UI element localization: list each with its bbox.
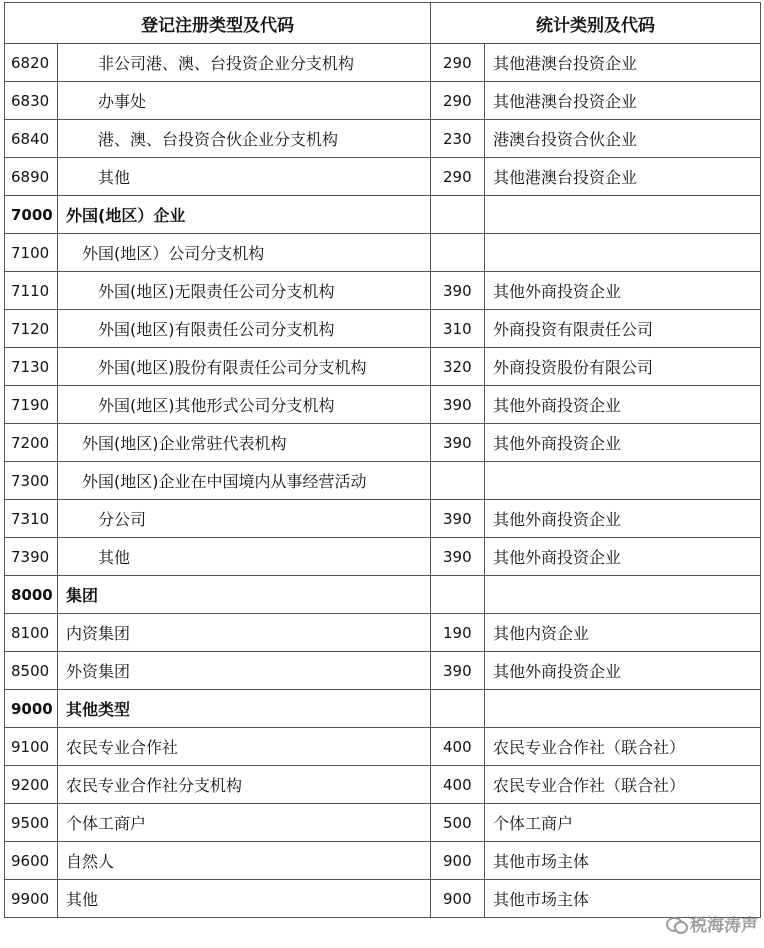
registration-code-cell: 8100 bbox=[5, 614, 58, 652]
statistics-code-cell bbox=[431, 462, 485, 500]
statistics-name-cell bbox=[485, 576, 761, 614]
statistics-code-cell: 390 bbox=[431, 652, 485, 690]
statistics-name-cell: 个体工商户 bbox=[485, 804, 761, 842]
table-row bbox=[5, 424, 761, 462]
registration-code-cell: 9500 bbox=[5, 804, 58, 842]
registration-name-cell: 外国(地区）公司分支机构 bbox=[58, 234, 431, 272]
statistics-name-cell: 其他市场主体 bbox=[485, 842, 761, 880]
statistics-code-cell: 390 bbox=[431, 500, 485, 538]
registration-name-cell: 办事处 bbox=[58, 82, 431, 120]
table-row bbox=[5, 766, 761, 804]
registration-name-cell: 外资集团 bbox=[58, 652, 431, 690]
header-registration-type: 登记注册类型及代码 bbox=[5, 3, 431, 44]
registration-name-cell: 自然人 bbox=[58, 842, 431, 880]
registration-code-cell: 7100 bbox=[5, 234, 58, 272]
registration-name-cell: 其他类型 bbox=[58, 690, 431, 728]
registration-code-cell: 7390 bbox=[5, 538, 58, 576]
table-row bbox=[5, 82, 761, 120]
statistics-code-cell bbox=[431, 576, 485, 614]
table-row bbox=[5, 652, 761, 690]
registration-code-cell: 6820 bbox=[5, 44, 58, 82]
statistics-name-cell: 其他市场主体 bbox=[485, 880, 761, 918]
statistics-name-cell: 其他外商投资企业 bbox=[485, 386, 761, 424]
registration-name-cell: 分公司 bbox=[58, 500, 431, 538]
statistics-name-cell: 港澳台投资合伙企业 bbox=[485, 120, 761, 158]
table-row bbox=[5, 614, 761, 652]
statistics-code-cell bbox=[431, 690, 485, 728]
registration-code-cell: 7310 bbox=[5, 500, 58, 538]
statistics-name-cell: 其他港澳台投资企业 bbox=[485, 158, 761, 196]
table-row bbox=[5, 386, 761, 424]
registration-name-cell: 其他 bbox=[58, 158, 431, 196]
statistics-name-cell: 农民专业合作社（联合社） bbox=[485, 728, 761, 766]
statistics-name-cell: 外商投资有限责任公司 bbox=[485, 310, 761, 348]
statistics-code-cell bbox=[431, 196, 485, 234]
registration-code-cell: 9200 bbox=[5, 766, 58, 804]
table-row bbox=[5, 310, 761, 348]
table-row bbox=[5, 690, 761, 728]
registration-code-cell: 8500 bbox=[5, 652, 58, 690]
statistics-name-cell: 其他港澳台投资企业 bbox=[485, 82, 761, 120]
statistics-name-cell bbox=[485, 196, 761, 234]
registration-name-cell: 外国(地区）企业 bbox=[58, 196, 431, 234]
registration-name-cell: 外国(地区)其他形式公司分支机构 bbox=[58, 386, 431, 424]
statistics-name-cell: 其他外商投资企业 bbox=[485, 538, 761, 576]
table-row bbox=[5, 842, 761, 880]
statistics-code-cell: 500 bbox=[431, 804, 485, 842]
registration-code-cell: 6830 bbox=[5, 82, 58, 120]
registration-name-cell: 其他 bbox=[58, 538, 431, 576]
table-row bbox=[5, 728, 761, 766]
registration-name-cell: 个体工商户 bbox=[58, 804, 431, 842]
statistics-name-cell: 农民专业合作社（联合社） bbox=[485, 766, 761, 804]
registration-name-cell: 外国(地区)股份有限责任公司分支机构 bbox=[58, 348, 431, 386]
registration-name-cell: 外国(地区)无限责任公司分支机构 bbox=[58, 272, 431, 310]
statistics-code-cell: 310 bbox=[431, 310, 485, 348]
registration-code-cell: 9900 bbox=[5, 880, 58, 918]
registration-code-cell: 7110 bbox=[5, 272, 58, 310]
statistics-code-cell: 320 bbox=[431, 348, 485, 386]
statistics-name-cell bbox=[485, 690, 761, 728]
registration-code-cell: 7000 bbox=[5, 196, 58, 234]
table-row bbox=[5, 538, 761, 576]
statistics-code-cell bbox=[431, 234, 485, 272]
registration-name-cell: 外国(地区)企业在中国境内从事经营活动 bbox=[58, 462, 431, 500]
watermark bbox=[666, 911, 758, 936]
table-row bbox=[5, 272, 761, 310]
statistics-code-cell: 390 bbox=[431, 386, 485, 424]
registration-name-cell: 外国(地区)有限责任公司分支机构 bbox=[58, 310, 431, 348]
statistics-name-cell: 其他外商投资企业 bbox=[485, 652, 761, 690]
statistics-code-cell: 400 bbox=[431, 766, 485, 804]
statistics-name-cell bbox=[485, 234, 761, 272]
registration-code-cell: 7300 bbox=[5, 462, 58, 500]
registration-name-cell: 农民专业合作社分支机构 bbox=[58, 766, 431, 804]
statistics-code-cell: 900 bbox=[431, 842, 485, 880]
registration-code-cell: 7200 bbox=[5, 424, 58, 462]
registration-name-cell: 其他 bbox=[58, 880, 431, 918]
statistics-code-cell: 290 bbox=[431, 44, 485, 82]
statistics-code-cell: 390 bbox=[431, 424, 485, 462]
table-row bbox=[5, 196, 761, 234]
statistics-code-cell: 900 bbox=[431, 880, 485, 918]
statistics-code-cell: 190 bbox=[431, 614, 485, 652]
registration-name-cell: 港、澳、台投资合伙企业分支机构 bbox=[58, 120, 431, 158]
registration-name-cell: 内资集团 bbox=[58, 614, 431, 652]
table-row bbox=[5, 234, 761, 272]
registration-code-cell: 9000 bbox=[5, 690, 58, 728]
table-row bbox=[5, 120, 761, 158]
registration-code-cell: 7120 bbox=[5, 310, 58, 348]
table-row bbox=[5, 500, 761, 538]
table-header-row bbox=[5, 3, 761, 44]
statistics-code-cell: 400 bbox=[431, 728, 485, 766]
registration-name-cell: 农民专业合作社 bbox=[58, 728, 431, 766]
registration-code-cell: 8000 bbox=[5, 576, 58, 614]
header-statistics-category: 统计类别及代码 bbox=[431, 3, 761, 44]
table-row bbox=[5, 880, 761, 918]
statistics-code-cell: 290 bbox=[431, 82, 485, 120]
table-row bbox=[5, 462, 761, 500]
table-row bbox=[5, 804, 761, 842]
registration-name-cell: 非公司港、澳、台投资企业分支机构 bbox=[58, 44, 431, 82]
statistics-code-cell: 390 bbox=[431, 272, 485, 310]
registration-code-cell: 7190 bbox=[5, 386, 58, 424]
registration-name-cell: 集团 bbox=[58, 576, 431, 614]
registration-code-cell: 6840 bbox=[5, 120, 58, 158]
statistics-name-cell: 其他港澳台投资企业 bbox=[485, 44, 761, 82]
table-row bbox=[5, 158, 761, 196]
statistics-name-cell bbox=[485, 462, 761, 500]
registration-type-table bbox=[4, 2, 761, 918]
table-body bbox=[5, 44, 761, 918]
statistics-name-cell: 其他外商投资企业 bbox=[485, 272, 761, 310]
table-row bbox=[5, 576, 761, 614]
table-row bbox=[5, 348, 761, 386]
wechat-icon bbox=[666, 916, 686, 932]
statistics-name-cell: 其他外商投资企业 bbox=[485, 500, 761, 538]
watermark-text: 税海涛声 bbox=[690, 916, 758, 936]
registration-code-cell: 9100 bbox=[5, 728, 58, 766]
table-row bbox=[5, 44, 761, 82]
statistics-name-cell: 外商投资股份有限公司 bbox=[485, 348, 761, 386]
registration-code-cell: 7130 bbox=[5, 348, 58, 386]
statistics-code-cell: 290 bbox=[431, 158, 485, 196]
statistics-name-cell: 其他内资企业 bbox=[485, 614, 761, 652]
statistics-code-cell: 390 bbox=[431, 538, 485, 576]
registration-code-cell: 9600 bbox=[5, 842, 58, 880]
registration-name-cell: 外国(地区)企业常驻代表机构 bbox=[58, 424, 431, 462]
registration-code-cell: 6890 bbox=[5, 158, 58, 196]
statistics-name-cell: 其他外商投资企业 bbox=[485, 424, 761, 462]
statistics-code-cell: 230 bbox=[431, 120, 485, 158]
